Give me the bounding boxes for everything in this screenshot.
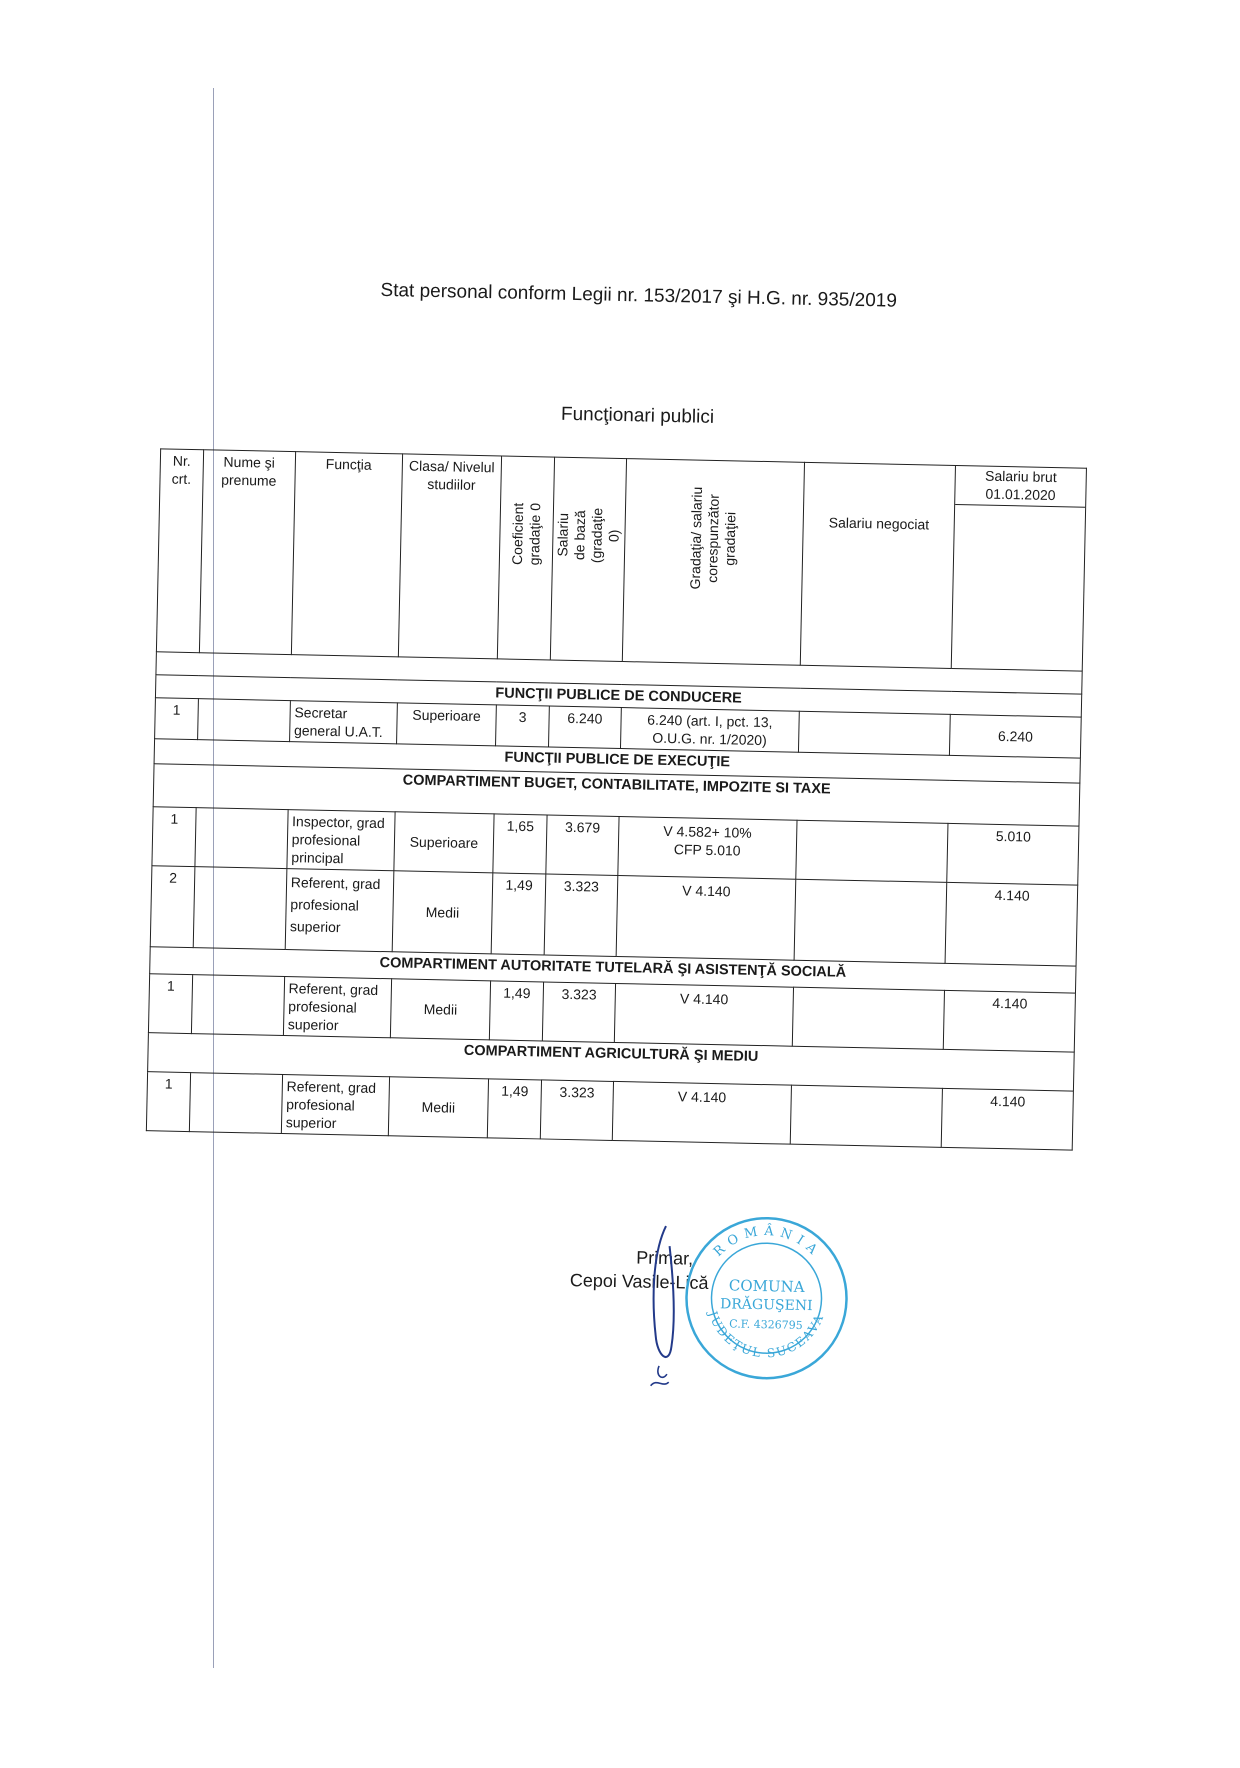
header-coef: Coeficient gradaţie 0: [508, 502, 544, 566]
row-nume: [191, 975, 284, 1036]
row-coef: 3: [495, 705, 549, 747]
row-brut: 6.240: [950, 714, 1082, 758]
row-nr: 1: [148, 974, 192, 1034]
header-coef-cell: [497, 456, 554, 660]
row-coef: 1,49: [489, 981, 543, 1041]
section-executie: FUNCŢII PUBLICE DE EXECUŢIE: [154, 739, 1080, 783]
header-brut-top: [955, 466, 1086, 508]
row-gradatie: V 4.140: [616, 875, 796, 960]
row-nume: [197, 699, 290, 742]
header-gradatie-cell: [622, 459, 805, 666]
header-baza-cell: [550, 457, 626, 661]
header-brut-date: 01.01.2020: [985, 485, 1056, 504]
section-agricultura: COMPARTIMENT AGRICULTURĂ ŞI MEDIU: [148, 1033, 1075, 1091]
header-salariu-baza: Salariu de bază (gradaţie 0): [554, 507, 622, 564]
signature-role: Primar,: [635, 1247, 694, 1269]
row-nume: [189, 1073, 282, 1134]
row-clasa: Medii: [388, 1077, 488, 1138]
row-functia: Referent, grad profesional superior: [285, 869, 394, 952]
header-gradatia: Gradaţia/ salariu corespunzător gradaţiei: [687, 486, 739, 590]
row-baza: 3.323: [544, 874, 617, 956]
official-stamp: [680, 1211, 854, 1385]
row-clasa: Superioare: [394, 812, 494, 873]
row-baza: 3.323: [540, 1080, 613, 1140]
row-coef: 1,65: [493, 814, 547, 874]
row-baza: 3.679: [546, 815, 619, 875]
row-clasa: Medii: [390, 979, 490, 1040]
header-brut-cell: [951, 465, 1086, 671]
stamp-cf: C.F. 4326795: [729, 1317, 803, 1332]
header-nume: Nume şi prenume: [199, 450, 295, 655]
document-title: Stat personal conform Legii nr. 153/2017 şi H.G. nr. 935/2019: [380, 279, 898, 312]
row-nume: [195, 808, 288, 869]
row-brut: 4.140: [941, 1088, 1073, 1150]
row-nr: 2: [150, 866, 195, 948]
signature-name: Cepoi Vasile-Lică: [569, 1270, 709, 1293]
section-tutelara: COMPARTIMENT AUTORITATE TUTELARĂ ŞI ASISTENŢĂ SOCIALĂ: [150, 947, 1076, 993]
row-gradatie: V 4.582+ 10% CFP 5.010: [617, 816, 797, 879]
stamp-top-text: ROMÂNIA: [710, 1223, 825, 1262]
row-functia: Inspector, grad profesional principal: [287, 810, 395, 871]
header-nr: Nr. crt.: [156, 449, 203, 653]
row-baza: 3.323: [542, 982, 615, 1042]
row-brut: 4.140: [945, 882, 1077, 966]
row-nume: [193, 867, 287, 950]
row-gradatie: 6.240 (art. I, pct. 13, O.U.G. nr. 1/2020): [620, 708, 799, 753]
row-coef: 1,49: [487, 1079, 541, 1139]
staff-table: [146, 448, 1087, 1150]
row-nr: 1: [152, 807, 196, 867]
row-gradatie: V 4.140: [614, 983, 794, 1046]
header-functia: Funcţia: [291, 452, 402, 657]
stamp-bottom-text: JUDEŢUL SUCEAVA: [705, 1309, 827, 1361]
row-negociat: [790, 1085, 942, 1147]
header-clasa: Clasa/ Nivelul studiilor: [398, 454, 501, 659]
header-row: [156, 449, 1086, 671]
header-brut: Salariu brut: [984, 467, 1057, 486]
row-coef: 1,49: [491, 873, 546, 955]
stamp-line2: DRĂGUŞENI: [719, 1296, 813, 1315]
row-functia: Referent, grad profesional superior: [281, 1075, 389, 1136]
stamp-line1: COMUNA: [728, 1276, 805, 1296]
header-negociat: Salariu negociat: [800, 462, 955, 668]
section-conducere: FUNCŢII PUBLICE DE CONDUCERE: [155, 675, 1081, 717]
row-functia: Referent, grad profesional superior: [283, 977, 391, 1038]
row-negociat: [794, 879, 947, 963]
row-brut: 4.140: [944, 990, 1076, 1052]
row-clasa: Medii: [392, 871, 493, 954]
row-clasa: Superioare: [396, 703, 496, 746]
svg-text:JUDEŢUL SUCEAVA: [704, 1307, 827, 1361]
row-negociat: [799, 711, 951, 755]
row-gradatie: V 4.140: [612, 1081, 792, 1144]
document-subtitle: Funcţionari publici: [560, 403, 715, 428]
row-nr: 1: [155, 698, 199, 740]
section-buget: COMPARTIMENT BUGET, CONTABILITATE, IMPOZITE SI TAXE: [153, 764, 1080, 826]
row-negociat: [796, 820, 948, 882]
row-baza: 6.240: [549, 706, 621, 748]
row-brut: 5.010: [947, 823, 1079, 885]
row-negociat: [792, 987, 944, 1049]
row-functia: Secretar general U.A.T.: [289, 701, 397, 744]
row-nr: 1: [146, 1072, 190, 1132]
